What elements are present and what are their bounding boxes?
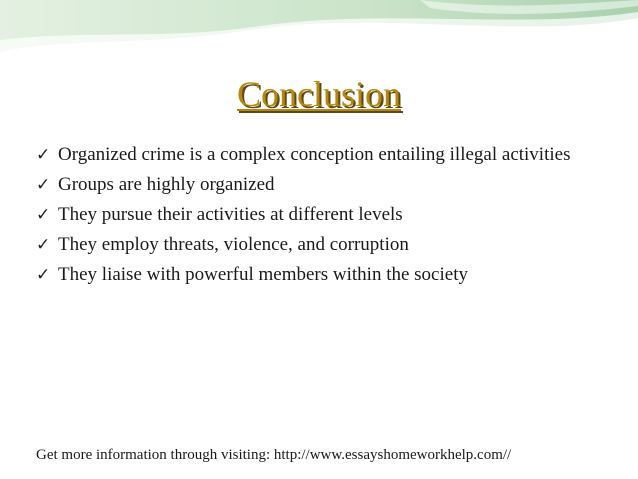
bullet-text: They pursue their activities at different levels — [58, 204, 403, 225]
bullet-item — [36, 230, 606, 260]
bullet-item — [36, 140, 606, 170]
slide-title: Conclusion — [236, 74, 401, 114]
bullet-item — [36, 170, 606, 200]
bullet-text: They employ threats, violence, and corruption — [58, 234, 409, 255]
bullet-text: Groups are highly organized — [58, 174, 275, 195]
check-bullet-icon: ✓ — [36, 175, 51, 194]
check-bullet-icon: ✓ — [36, 265, 51, 284]
footer-link-text: Get more information through visiting: http://www.essayshomeworkhelp.com// — [36, 447, 512, 463]
bullet-item — [36, 200, 606, 230]
bullet-text: They liaise with powerful members within the society — [58, 264, 468, 285]
bullet-text: Organized crime is a complex conception entailing illegal activities — [58, 144, 571, 165]
header-decoration — [0, 0, 638, 60]
bullet-item — [36, 260, 606, 290]
bullet-list — [36, 140, 606, 290]
check-bullet-icon: ✓ — [36, 235, 51, 254]
check-bullet-icon: ✓ — [36, 145, 51, 164]
check-bullet-icon: ✓ — [36, 205, 51, 224]
